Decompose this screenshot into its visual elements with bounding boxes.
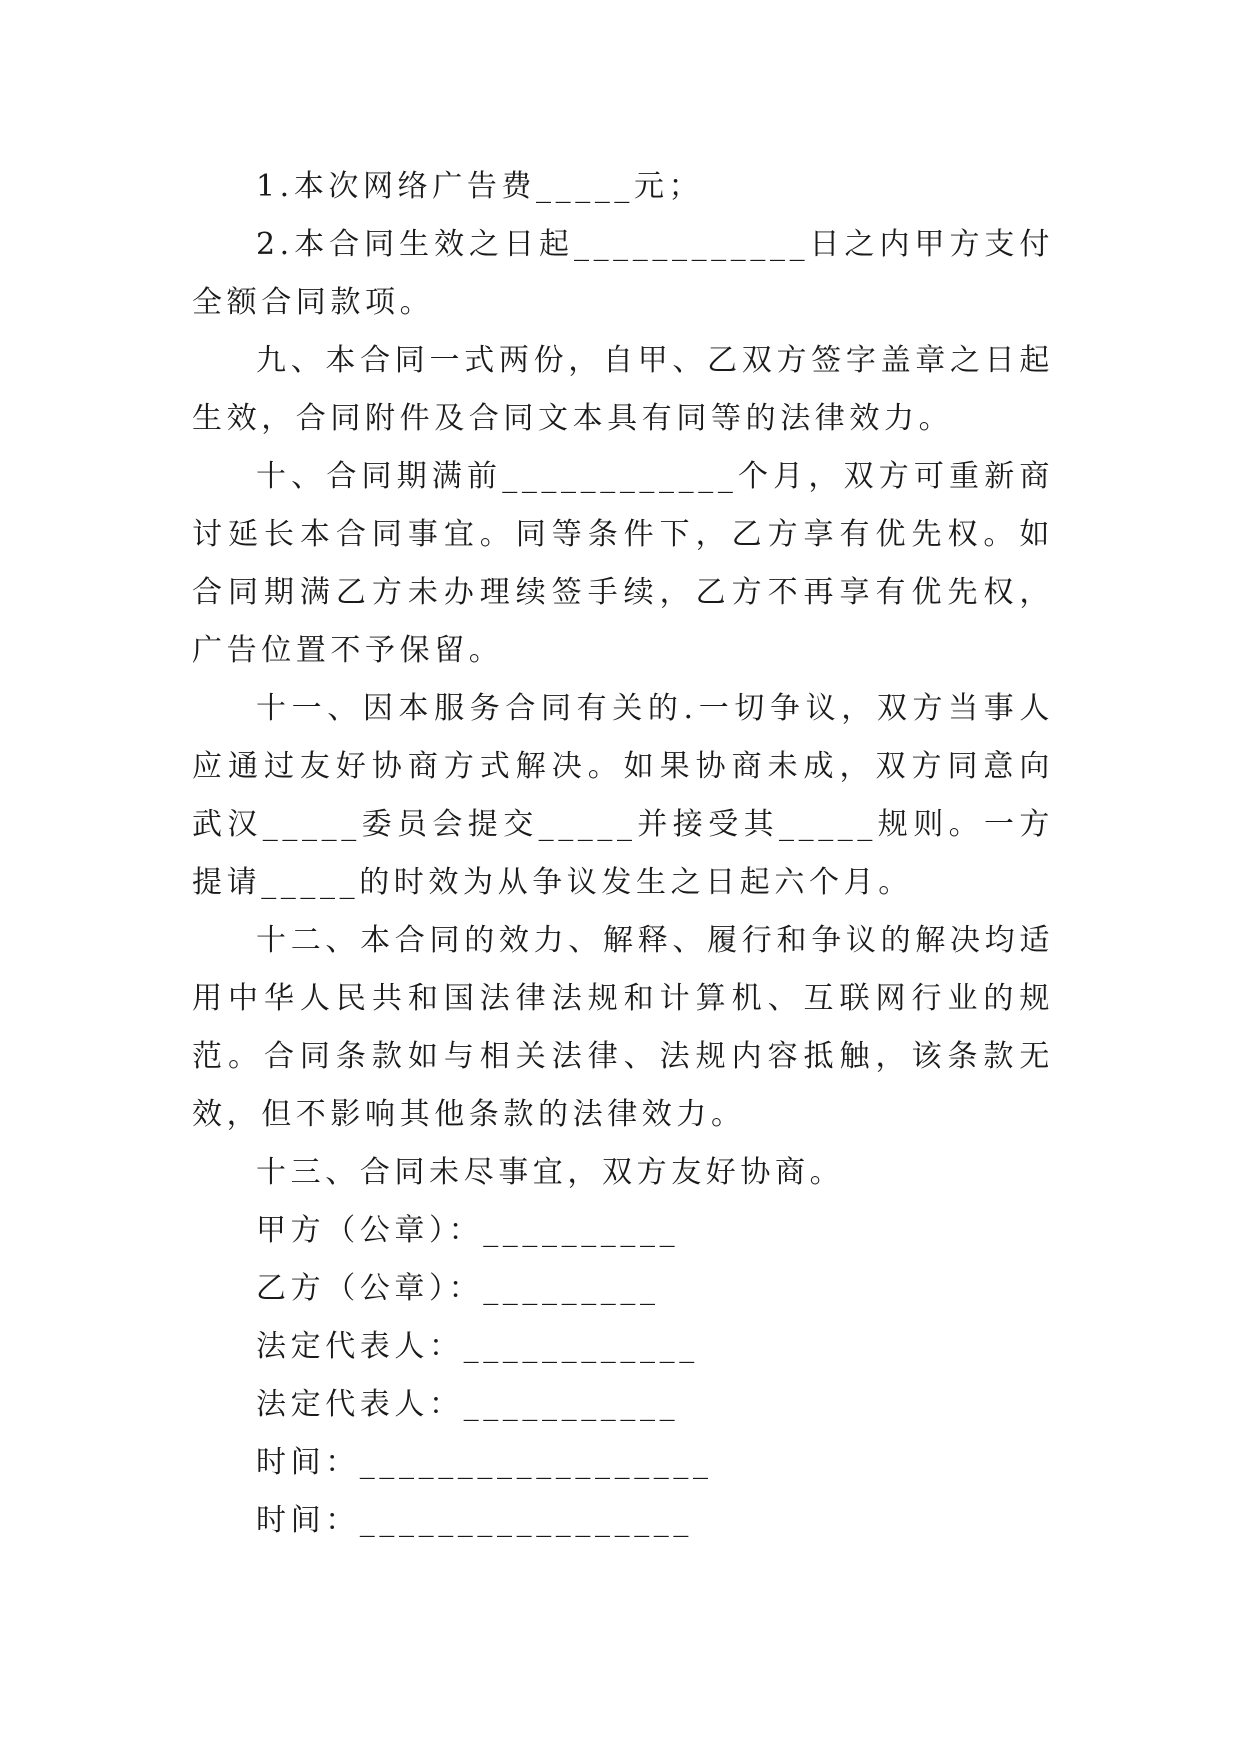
signature-date-b: 时间：_________________ (256, 1503, 693, 1538)
signature-party-a-seal: 甲方（公章）：__________ (256, 1213, 680, 1248)
clause-9-copies: 九、本合同一式两份，自甲、乙双方签字盖章之日起生效，合同附件及合同文本具有同等的法律效力。 (192, 343, 1054, 436)
clause-fee-amount: 1.本次网络广告费_____元； (256, 169, 704, 204)
document-body (192, 158, 1054, 1550)
clause-13-other-matters: 十三、合同未尽事宜，双方友好协商。 (256, 1155, 845, 1190)
clause-11-disputes: 十一、因本服务合同有关的.一切争议，双方当事人应通过友好协商方式解决。如果协商未成，双方同意向武汉_____委员会提交_____并接受其_____规则。一方提请_____的时效为从争议发生之日起六个月。 (192, 691, 1054, 900)
signature-legal-rep-b: 法定代表人：___________ (256, 1387, 680, 1422)
signature-party-b-seal: 乙方（公章）：_________ (256, 1271, 660, 1306)
signature-date-a: 时间：__________________ (256, 1445, 713, 1480)
clause-10-renewal: 十、合同期满前____________个月，双方可重新商讨延长本合同事宜。同等条件下，乙方享有优先权。如合同期满乙方未办理续签手续，乙方不再享有优先权，广告位置不予保留。 (192, 459, 1054, 668)
signature-legal-rep-a: 法定代表人：____________ (256, 1329, 699, 1364)
clause-payment-term: 2.本合同生效之日起____________日之内甲方支付全额合同款项。 (192, 227, 1054, 320)
clause-12-governing-law: 十二、本合同的效力、解释、履行和争议的解决均适用中华人民共和国法律法规和计算机、互联网行业的规范。合同条款如与相关法律、法规内容抵触，该条款无效，但不影响其他条款的法律效力。 (192, 923, 1054, 1132)
